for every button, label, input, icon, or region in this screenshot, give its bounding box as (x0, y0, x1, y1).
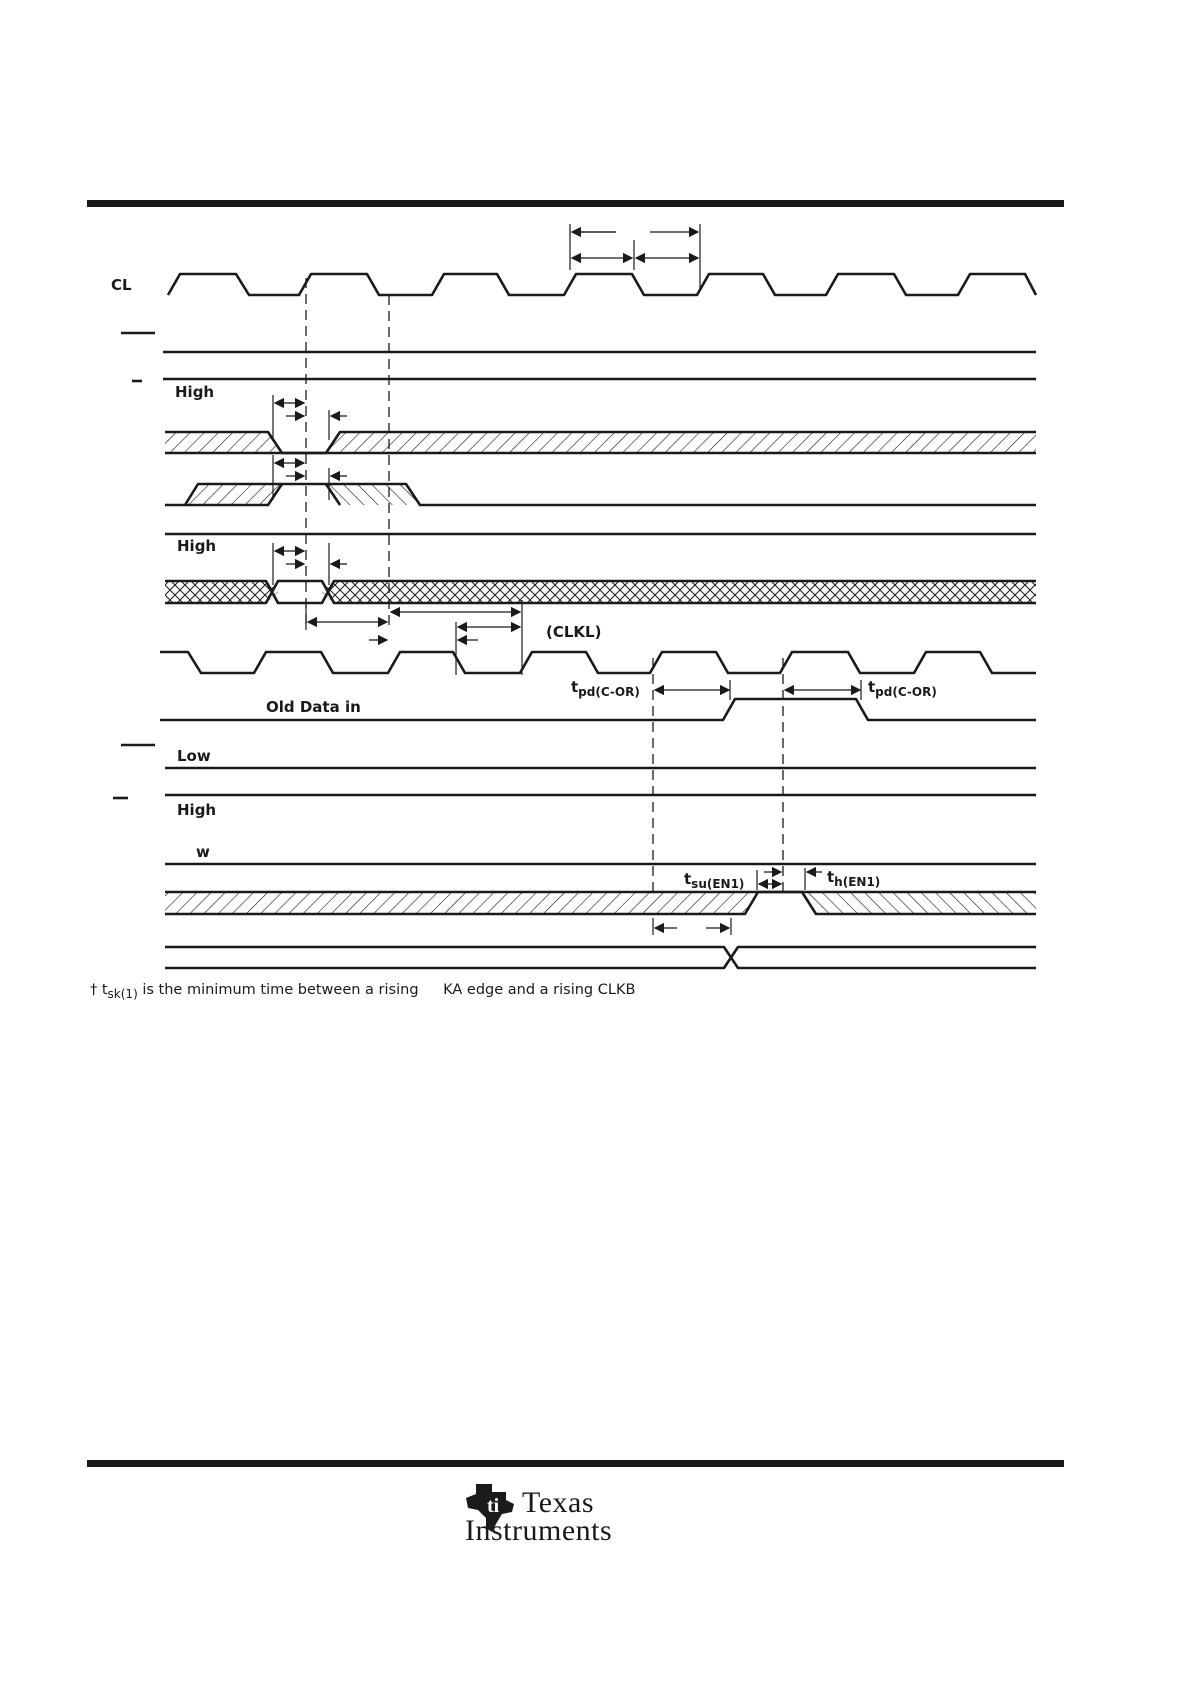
footnote (90, 982, 635, 1001)
tpd-label-1: $t_{pd(C-OR)}$ (571, 678, 640, 699)
tsu-label: $t_{su(EN1)}$ (684, 870, 745, 891)
ti-logo (462, 1478, 672, 1548)
logo-instruments: Instruments (465, 1514, 613, 1547)
old-data-label: Old Data in (266, 698, 361, 716)
clk-bottom-wave (160, 652, 1036, 673)
clkl-label: (CLKL) (546, 623, 602, 641)
footnote-text-a: is the minimum time between a rising (142, 982, 419, 998)
high-label-1: High (175, 383, 215, 401)
clk-top-label: CL (111, 276, 132, 294)
bottom-rule (87, 1460, 1064, 1467)
svg-text:ti: ti (487, 1495, 500, 1517)
tpd-label-2: $t_{pd(C-OR)}$ (868, 678, 937, 699)
footnote-t: t (101, 982, 108, 998)
footnote-dagger: † (90, 982, 98, 998)
low-label: Low (177, 747, 211, 765)
clk-top-wave (168, 274, 1036, 295)
footnote-text-b: KA edge and a rising CLKB (443, 982, 636, 998)
high-label-2: High (177, 537, 217, 555)
high-label-3: High (177, 801, 217, 819)
w-label: w (196, 843, 210, 861)
footnote-sub: sk(1) (107, 986, 138, 1001)
logo-texas: Texas (522, 1486, 595, 1519)
th-label: $t_{h(EN1)}$ (827, 868, 881, 889)
